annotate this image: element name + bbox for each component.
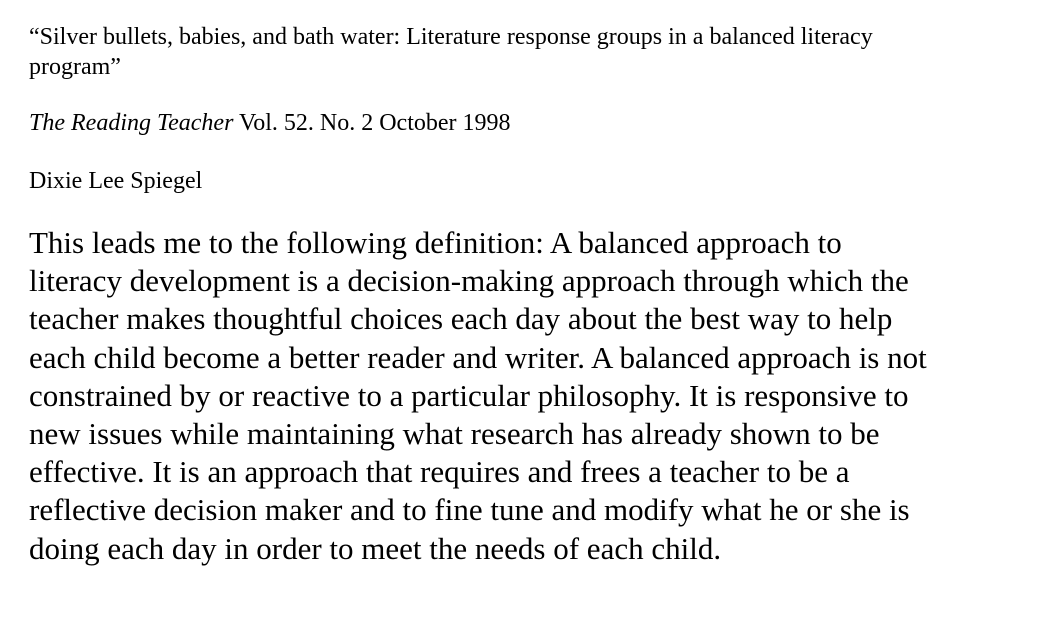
citation xyxy=(29,108,511,138)
quote-line: teacher makes thoughtful choices each day about the best way to help xyxy=(29,301,893,337)
article-title: “Silver bullets, babies, and bath water: Literature response groups in a balanced literacy program” xyxy=(29,24,873,80)
quote-line: literacy development is a decision-making approach through which the xyxy=(29,263,909,299)
quote-line: each child become a better reader and writer. A balanced approach is not xyxy=(29,339,927,375)
quote-line: doing each day in order to meet the needs of each child. xyxy=(29,530,722,566)
quote-line: constrained by or reactive to a particular philosophy. It is responsive to xyxy=(29,377,909,413)
quote-line: reflective decision maker and to fine tune and modify what he or she is xyxy=(29,492,910,528)
author-name: Dixie Lee Spiegel xyxy=(29,168,203,194)
quote-line: effective. It is an approach that requires and frees a teacher to be a xyxy=(29,454,850,490)
journal-name: The Reading Teacher xyxy=(29,110,234,136)
journal-issue: Vol. 52. No. 2 October 1998 xyxy=(233,110,511,136)
quote-line: This leads me to the following definition: A balanced approach to xyxy=(29,225,842,260)
quote-line: new issues while maintaining what research has already shown to be xyxy=(29,416,880,452)
quote-paragraph xyxy=(29,224,1029,568)
